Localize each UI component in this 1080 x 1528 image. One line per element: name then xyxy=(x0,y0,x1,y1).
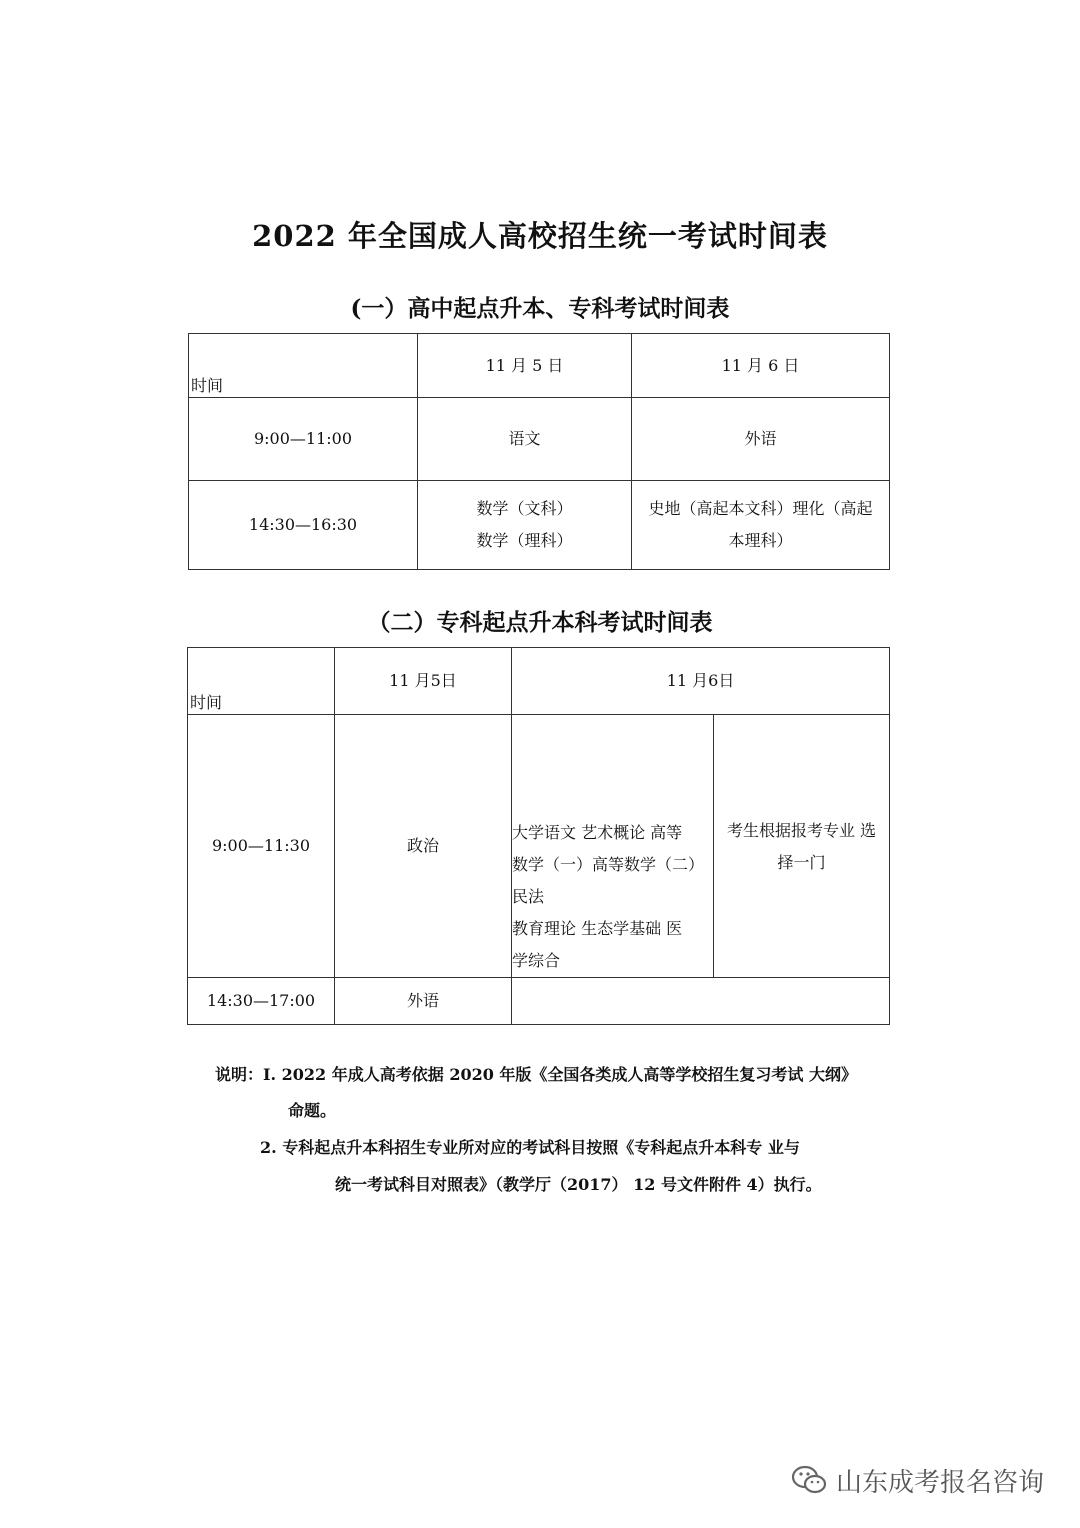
table-row xyxy=(188,715,890,978)
time-cell: 9:00—11:00 xyxy=(189,398,418,481)
schedule-table-2 xyxy=(187,647,890,1025)
subject-cell: 数学（文科） 数学（理科） xyxy=(418,481,632,570)
header-corner: 时间 xyxy=(189,334,418,398)
subject-cell: 政治 xyxy=(335,715,512,978)
header-corner: 时间 xyxy=(188,648,335,715)
time-cell: 14:30—17:00 xyxy=(188,978,335,1025)
note-2-continued: 统一考试科目对照表》（教学厅（2017） 12 号文件附件 4）执行。 xyxy=(335,1175,822,1194)
subject-cell: 大学语文 艺术概论 高等 数学（一）高等数学（二） 民法 教育理论 生态学基础 医 学综合 xyxy=(512,715,714,978)
table-header-row xyxy=(188,648,890,715)
page-title: 2022 年全国成人高校招生统一考试时间表 xyxy=(252,219,828,253)
section2-heading: （二）专科起点升本科考试时间表 xyxy=(367,609,713,636)
schedule-table-1 xyxy=(188,333,890,570)
watermark xyxy=(790,1458,1044,1502)
header-day2: 11 月 6 日 xyxy=(632,334,890,398)
wechat-icon xyxy=(790,1463,828,1497)
subject-cell: 语文 xyxy=(418,398,632,481)
section1-heading: (一）高中起点升本、专科考试时间表 xyxy=(350,295,730,322)
header-day1: 11 月5日 xyxy=(335,648,512,715)
table-row xyxy=(189,398,890,481)
note-1: 说明：I. 2022 年成人高考依据 2020 年版《全国各类成人高等学校招生复习考试 大纲》 xyxy=(215,1065,857,1084)
subject-cell: 外语 xyxy=(335,978,512,1025)
header-day2: 11 月6日 xyxy=(512,648,890,715)
time-cell: 9:00—11:30 xyxy=(188,715,335,978)
subject-cell: 史地（高起本文科）理化（高起 本理科） xyxy=(632,481,890,570)
table-row xyxy=(189,481,890,570)
header-day1: 11 月 5 日 xyxy=(418,334,632,398)
subject-cell: 外语 xyxy=(632,398,890,481)
table-header-row xyxy=(189,334,890,398)
note-2: 2. 专科起点升本科招生专业所对应的考试科目按照《专科起点升本科专 业与 xyxy=(260,1138,800,1157)
subject-cell xyxy=(512,978,890,1025)
time-cell: 14:30—16:30 xyxy=(189,481,418,570)
subject-cell: 考生根据报考专业 选 择一门 xyxy=(714,715,890,978)
note-1-continued: 命题。 xyxy=(288,1101,337,1120)
table-row xyxy=(188,978,890,1025)
watermark-text: 山东成考报名咨询 xyxy=(836,1467,1045,1498)
